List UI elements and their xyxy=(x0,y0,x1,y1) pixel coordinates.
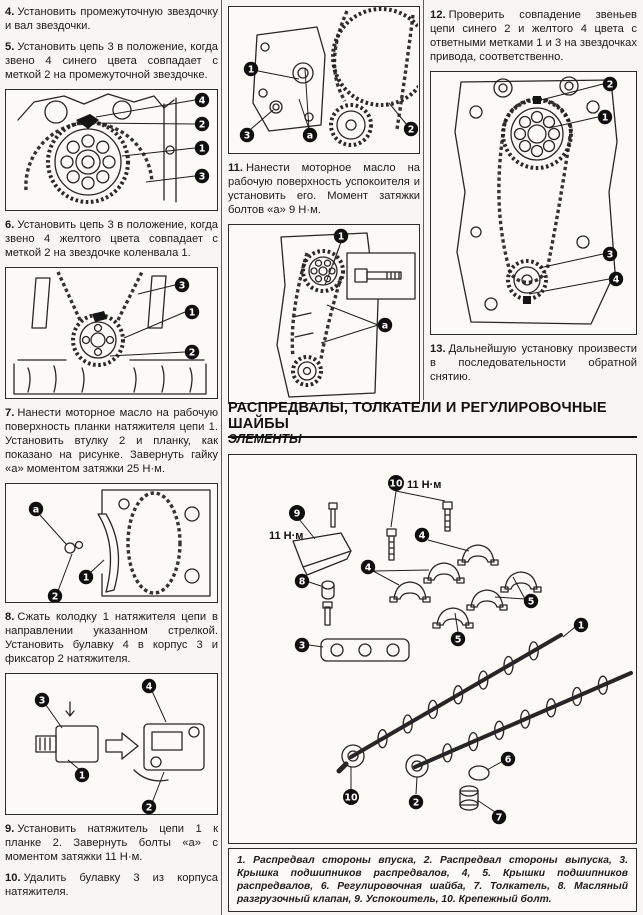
crank-sprocket-teeth xyxy=(293,357,321,385)
figure-step-7-tensioner-blade xyxy=(5,483,218,603)
colored-link-mark xyxy=(76,114,99,129)
callout-3 xyxy=(146,169,209,183)
callout-3 xyxy=(539,247,617,268)
figure-step-11-art xyxy=(229,225,418,403)
svg-text:2: 2 xyxy=(412,797,420,809)
step-number: 12. xyxy=(430,9,446,21)
callout-2 xyxy=(92,117,209,131)
figure-chain-closeup xyxy=(228,6,420,154)
svg-text:3: 3 xyxy=(198,171,206,183)
callout-6 xyxy=(487,752,515,770)
callout-1 xyxy=(68,760,89,782)
figure-step-6-crank-sprocket xyxy=(5,267,218,399)
callout-4 xyxy=(142,679,166,722)
step-text: Нанести моторное масло на рабочую поверхность планки натяжителя цепи 1. Установить втулку 2 и планку, как показано на рисунке. Завернуть гайку «а» моментом затяжки 25 Н·м. xyxy=(5,407,218,475)
bolt-inset xyxy=(347,253,415,299)
step-text: Удалить булавку 3 из корпуса натяжителя. xyxy=(5,872,218,898)
callout-3 xyxy=(240,110,273,142)
step-10 xyxy=(5,871,218,899)
step-12 xyxy=(430,8,637,64)
callout-1 xyxy=(122,141,209,156)
callout-7 xyxy=(477,800,506,824)
figure-chain-closeup-art xyxy=(229,7,418,153)
step-text: Сжать колодку 1 натяжителя цепи в направлении указанном стрелкой. Установить булавку 4 в корпус 3 и фиксатор 2 натяжителя. xyxy=(5,611,218,665)
svg-text:1: 1 xyxy=(601,112,609,124)
engine-art xyxy=(14,276,206,394)
svg-text:7: 7 xyxy=(495,812,503,824)
step-13 xyxy=(430,342,637,384)
svg-text:8: 8 xyxy=(298,576,306,588)
yellow-link-mark xyxy=(523,296,531,304)
step-9 xyxy=(5,822,218,864)
svg-text:3: 3 xyxy=(38,695,46,707)
svg-text:3: 3 xyxy=(178,280,186,292)
step-text: Дальнейшую установку произвести в последовательности обратной снятию. xyxy=(430,343,637,383)
svg-text:a: a xyxy=(381,320,389,332)
callout-2 xyxy=(409,777,423,809)
svg-text:2: 2 xyxy=(51,591,59,602)
figure-step-6-art xyxy=(6,268,216,398)
svg-text:4: 4 xyxy=(418,530,426,542)
step-5 xyxy=(5,40,218,82)
svg-text:a: a xyxy=(32,504,40,516)
timing-chain xyxy=(499,99,571,282)
timing-chain-right xyxy=(397,15,413,129)
engine-art xyxy=(455,77,617,324)
step-text: Установить цепь 3 в положение, когда звено 4 синего цвета совпадает с меткой 2 на промежуточной звездочке. xyxy=(5,41,218,81)
svg-text:1: 1 xyxy=(247,64,255,76)
figure-step-7-art xyxy=(6,484,216,602)
sprocket-teeth xyxy=(48,122,128,202)
callout-4b xyxy=(415,528,469,551)
step-11 xyxy=(228,161,420,217)
blue-link-mark xyxy=(533,96,541,104)
middle-column xyxy=(228,6,420,404)
svg-text:4: 4 xyxy=(364,562,372,574)
direction-arrow xyxy=(106,733,138,759)
callout-3 xyxy=(138,278,189,294)
callout-a xyxy=(299,69,317,142)
step-number: 8. xyxy=(5,611,15,623)
figure-step-12-art xyxy=(431,72,635,334)
svg-text:2: 2 xyxy=(188,347,196,359)
figure-step-8-tensioner xyxy=(5,673,218,815)
figure-step-8-art xyxy=(6,674,216,814)
step-number: 13. xyxy=(430,343,446,355)
svg-text:10: 10 xyxy=(344,792,358,804)
svg-text:10: 10 xyxy=(389,478,403,490)
svg-text:1: 1 xyxy=(577,620,585,632)
section-subtitle: ЭЛЕМЕНТЫ xyxy=(228,432,302,446)
left-column xyxy=(5,5,218,899)
callout-a xyxy=(321,305,392,343)
callout-1 xyxy=(79,560,104,584)
svg-text:1: 1 xyxy=(188,307,196,319)
step-number: 7. xyxy=(5,407,15,419)
right-column xyxy=(430,8,637,384)
svg-text:2: 2 xyxy=(407,124,415,136)
svg-text:1: 1 xyxy=(78,770,86,782)
figure-elements-exploded xyxy=(228,454,637,844)
svg-text:6: 6 xyxy=(504,754,512,766)
callout-8 xyxy=(295,574,321,588)
step-8 xyxy=(5,610,218,666)
svg-text:4: 4 xyxy=(612,274,620,286)
step-text: Установить цепь 3 в положение, когда звено 4 желтого цвета совпадает с меткой 2 на звездочке коленвала 1. xyxy=(5,219,218,259)
column-divider-right xyxy=(423,0,424,400)
torque-label-10: 11 Н·м xyxy=(407,479,442,491)
svg-text:1: 1 xyxy=(82,572,90,584)
exploded-art xyxy=(293,502,631,810)
engine-art xyxy=(18,94,176,202)
svg-text:3: 3 xyxy=(298,640,306,652)
callout-5b xyxy=(451,613,465,646)
step-text: Проверить совпадение звеньев цепи синего 2 и желтого 4 цвета с ответными метками 1 и 3 на звездочках привода, соответственно. xyxy=(430,9,637,63)
svg-text:3: 3 xyxy=(606,249,614,261)
svg-text:9: 9 xyxy=(293,508,301,520)
step-number: 5. xyxy=(5,41,15,53)
callout-2 xyxy=(389,103,418,136)
step-number: 9. xyxy=(5,823,15,835)
figure-step-12-timing-marks xyxy=(430,71,637,335)
callout-a xyxy=(29,502,66,544)
svg-text:2: 2 xyxy=(145,802,153,814)
svg-text:5: 5 xyxy=(454,634,462,646)
figure-elements-art xyxy=(229,455,635,842)
callout-1 xyxy=(325,229,348,285)
step-number: 11. xyxy=(228,162,243,174)
callout-3 xyxy=(295,638,323,652)
callout-1 xyxy=(563,618,588,637)
colored-link-mark xyxy=(92,311,107,322)
torque-label-9: 11 Н·м xyxy=(269,530,304,542)
section-title: РАСПРЕДВАЛЫ, ТОЛКАТЕЛИ И РЕГУЛИРОВОЧНЫЕ ШАЙБЫ xyxy=(228,400,637,438)
step-text: Установить натяжитель цепи 1 к планке 2. Завернуть болты «а» с моментом затяжки 11 Н·м. xyxy=(5,823,218,863)
svg-text:4: 4 xyxy=(145,681,153,693)
callout-1 xyxy=(244,62,299,79)
svg-text:a: a xyxy=(306,130,314,142)
callout-10-bottom xyxy=(343,767,359,805)
step-4 xyxy=(5,5,218,33)
step-text: Нанести моторное масло на рабочую поверхность успокоителя и установить его. Момент затяжки болтов «а» 9 Н·м. xyxy=(228,162,420,216)
svg-text:2: 2 xyxy=(606,79,614,91)
step-text: Установить промежуточную звездочку и вал звездочки. xyxy=(5,6,218,32)
svg-text:1: 1 xyxy=(198,143,206,155)
callout-1 xyxy=(124,305,199,338)
callout-2 xyxy=(48,554,72,602)
svg-text:3: 3 xyxy=(243,130,251,142)
svg-text:4: 4 xyxy=(198,95,206,107)
svg-text:1: 1 xyxy=(337,231,345,243)
callout-4a xyxy=(361,560,429,585)
parts-caption: 1. Распредвал стороны впуска, 2. Распредвал стороны выпуска, 3. Крышка подшипников распредвалов, 4, 5. Крышки подшипников распредвалов, 6. Регулировочная шайба, 7. Толкатель, 8. Масляный разгрузочный клапан, 9. Успокоитель, 10. Крепежный болт. xyxy=(228,848,637,912)
column-divider-left xyxy=(221,0,222,915)
svg-text:2: 2 xyxy=(198,119,206,131)
figure-step-11-chain-guide xyxy=(228,224,420,404)
step-6 xyxy=(5,218,218,260)
step-number: 6. xyxy=(5,219,15,231)
step-number: 10. xyxy=(5,872,21,884)
callout-3 xyxy=(35,693,62,728)
timing-chain xyxy=(128,493,180,593)
figure-step-5-art xyxy=(6,90,216,210)
figure-step-5-sprocket xyxy=(5,89,218,211)
large-sprocket-teeth xyxy=(333,9,418,105)
step-number: 4. xyxy=(5,6,15,18)
step-7 xyxy=(5,406,218,476)
svg-text:5: 5 xyxy=(527,596,535,608)
